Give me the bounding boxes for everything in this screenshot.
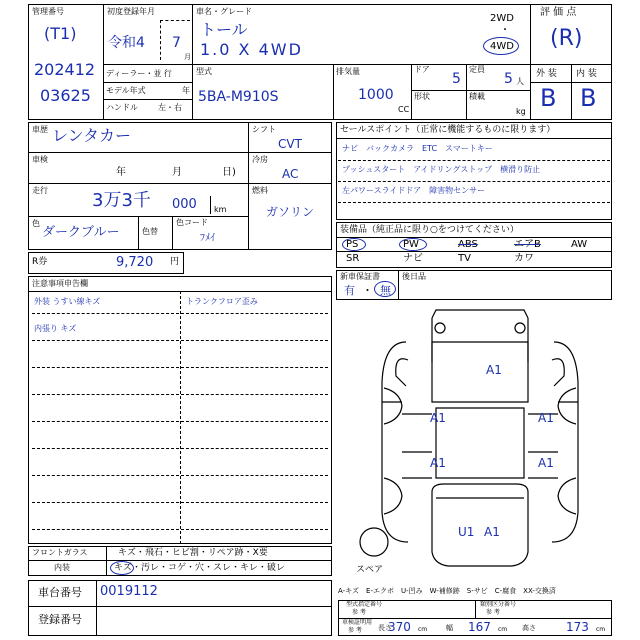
load-unit: kg [516,107,526,116]
fuel-label: 燃料 [252,186,268,195]
reg-label: 登録番号 [38,613,82,626]
notes-label: 注意事項申告欄 [32,279,88,288]
handle-label: ハンドル [106,103,138,112]
spare-label: スペア [356,565,384,575]
car-grade: 1.0 X 4WD [200,40,303,59]
warranty-label: 新車保証書 [340,272,380,281]
glass-label: フロントガラス [32,548,88,557]
spec-height-unit: cm [596,626,606,633]
mileage-rest: 000 [172,197,197,212]
capacity-unit: 人 [516,77,524,86]
interior-label: 内装 [54,563,70,572]
note-right-1: トランクフロア歪み [186,297,258,306]
body-type-label: 車歴 [32,125,48,134]
mark-rear-a: A1 [484,525,500,539]
note-left-2: 内張り キズ [34,324,77,333]
mark-right-rear-door: A1 [538,456,554,470]
mark-roof: A1 [486,363,502,377]
equipment-item-0-4: AW [571,239,588,250]
mgmt-label: 管理番号 [32,7,64,16]
warranty-yes: 有 [344,284,355,297]
displacement-value: 1000 [358,87,394,103]
mgmt-line1: (T1) [44,24,77,43]
equipment-item-0-2: ABS [458,239,478,250]
extra-label: 後日品 [402,272,426,281]
car-name: トール [200,20,248,39]
shape-label: 形状 [414,92,430,101]
aircon-value: AC [282,167,299,181]
car-diagram [336,302,612,580]
spec-width-unit: cm [498,626,508,633]
doors-value: 5 [452,71,461,87]
grade-ext-label: 外 装 [536,69,557,79]
spec-length: 370 [388,620,411,634]
spec-length-unit: cm [418,626,428,633]
grade-label: 評 価 点 [540,7,577,18]
equipment-item-1-0: SR [346,253,360,264]
mileage-unit: km [214,205,227,214]
spec-shape-label: 型式指定番号 [346,601,383,608]
mgmt-line3: 03625 [40,86,91,105]
spec-width: 167 [468,620,491,634]
mark-right-front-door: A1 [538,411,554,425]
grade-int: B [580,84,597,112]
recycle-label: R券 [32,257,48,267]
mark-left-rear-door: A1 [430,456,446,470]
recycle-value: 9,720 [116,255,154,270]
pw-circle [399,238,427,251]
mileage-man: 3万3千 [92,190,151,211]
first-reg-month-unit: 月 [184,53,191,61]
sales-line3: 左パワースライドドア 障害物センサー [342,186,486,195]
drive-4wd-circle [483,37,519,55]
model-year-unit: 年 [182,86,190,95]
interior-kizu-circle [110,561,134,575]
first-reg-era: 令和4 [108,35,145,51]
first-reg-month: 7 [172,35,181,51]
equipment-item-0-1: PW [403,239,419,250]
color-code: ﾌﾒｲ [200,233,215,244]
glass-value: キズ・飛石・ヒビ割・リペア跡・X要 [118,548,268,558]
car-label: 車名・グレード [196,7,252,16]
spec-width-label: 幅 [446,624,453,632]
drive-dot: ・ [500,25,510,36]
inspection-m: 月 [172,167,182,178]
recycle-unit: 円 [170,257,180,267]
aircon-label: 冷房 [252,155,268,164]
drive-4wd: 4WD [490,41,514,52]
mark-left-front-door: A1 [430,411,446,425]
note-left-1: 外装 うすい線キズ [34,297,101,306]
interior-rest: ・汚レ・コゲ・穴・スレ・キレ・破レ [132,563,285,573]
spec-length-label: 長さ [378,624,392,632]
color-value: ダークブルー [42,225,120,240]
spec-cert-ref: 参 考 [348,627,362,634]
mgmt-line2: 202412 [34,60,96,79]
equipment-item-0-3: エアB [514,239,541,250]
sales-line2: プッシュスタート アイドリングストップ 横滑り防止 [342,165,541,174]
ps-circle [342,238,366,251]
color-code-label: 色コード [176,218,208,227]
drive-2wd: 2WD [490,13,514,24]
chassis-value: 0019112 [100,584,158,599]
capacity-value: 5 [504,71,513,87]
mark-rear-u: U1 [458,525,475,539]
damage-legend: A-キズ E-エクボ U-凹み W-補修跡 S-サビ C-腐食 XX-交換済 [338,587,556,595]
warranty-dot: ・ [362,284,373,297]
handle-opts: 左・右 [158,103,182,112]
doors-label: ドア [414,65,430,74]
interior-circled: キズ [114,563,132,573]
equipment-item-1-3: カワ [514,253,534,264]
model-value: 5BA-M910S [198,89,279,105]
warranty-no-circle [374,281,396,297]
shift-label: シフト [252,125,276,134]
warranty-no: 無 [380,284,391,297]
chassis-label: 車台番号 [38,586,82,599]
equipment-item-1-1: ナビ [403,253,423,264]
grade-int-label: 内 装 [576,69,597,79]
first-reg-label: 初度登録年月 [107,7,155,16]
inspection-y: 年 [116,167,126,178]
equipment-item-0-0: PS [346,239,359,250]
inspection-label: 車検 [32,155,48,164]
displacement-label: 排気量 [336,67,360,76]
equipment-item-1-2: TV [458,253,471,264]
displacement-unit: CC [398,105,410,114]
repaint-label: 色替 [142,227,158,236]
fuel-value: ガソリン [266,205,315,219]
sales-line1: ナビ バックカメラ ETC スマートキー [342,144,493,153]
capacity-label: 定員 [469,65,485,74]
grade-ext: B [540,84,557,112]
spec-class-label: 類別区分番号 [480,601,517,608]
spec-height: 173 [566,620,589,634]
sales-label: セールスポイント（正常に機能するものに限ります） [340,125,556,135]
body-type-value: レンタカー [52,126,131,145]
mileage-label: 走行 [32,186,48,195]
grade-score: (R) [550,26,583,51]
dealer-label: ディーラー・並 行 [106,69,172,78]
load-label: 積載 [469,92,485,101]
spec-cert-label: 車検証明用 [342,619,373,626]
spec-height-label: 高さ [522,624,536,632]
inspection-d: 日) [222,167,236,178]
model-year-label: モデル年式 [106,86,146,95]
spec-shape-ref: 参 考 [352,609,366,616]
equipment-label: 装備品（純正品に限り○をつけてください） [340,225,519,235]
recycle-section [28,252,184,274]
spec-class-ref: 参 考 [486,609,500,616]
model-label: 型式 [196,67,212,76]
notes-divider [180,291,181,544]
color-label: 色 [32,219,40,228]
shift-value: CVT [278,137,302,151]
